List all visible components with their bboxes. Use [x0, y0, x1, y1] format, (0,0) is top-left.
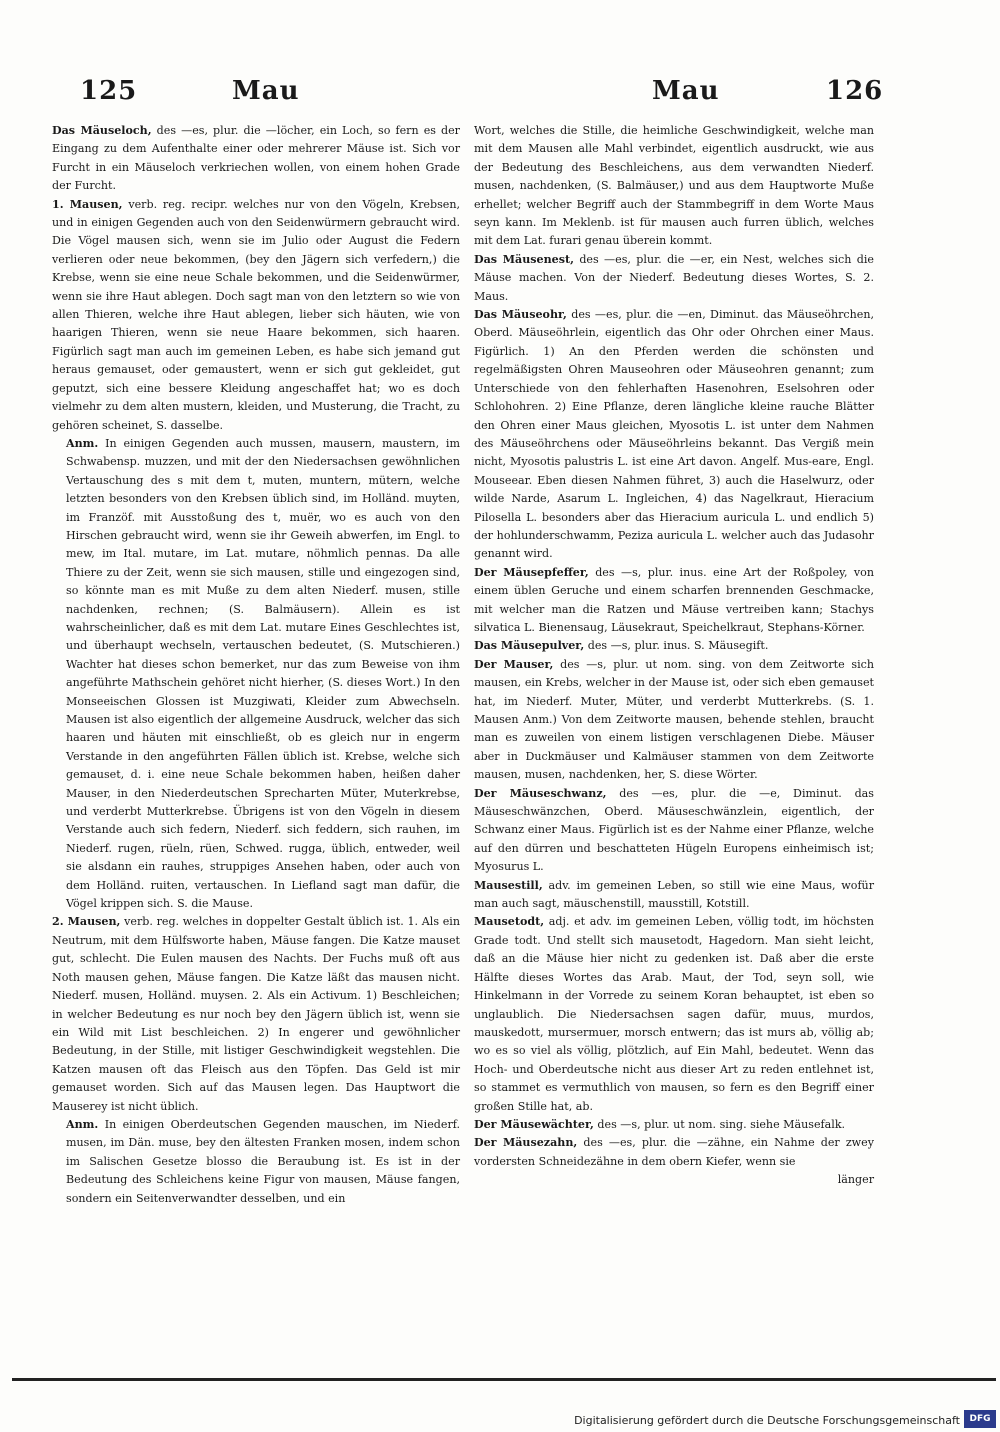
dictionary-entry	[474, 564, 874, 638]
entry-text: verb. reg. welches in doppelter Gestalt üblich ist. 1. Als ein Neutrum, mit dem Hülfsworte haben, Mäuse fangen. Die Katze mauset gut, schlecht. Die Eulen mausen des Nachts. Der Fuchs muß oft aus Noth mausen gehen, Mäuse fangen. Die Katze läßt das mausen nicht. Niederf. musen, Holländ. muysen. 2. Als ein Activum. 1) Beschleichen; in welcher Bedeutung es nur noch bey den Jägern üblich ist, wenn sie ein Wild mit List beschleichen. 2) In engerer und gewöhnlicher Bedeutung, in der Stille, mit listiger Geschwindigkeit wegstehlen. Die Katzen mausen oft das Fleisch aus den Töpfen. Das Geld ist mir gemauset worden. Sich auf das Mausen legen. Das Hauptwort die Mauserey ist nicht üblich.	[52, 915, 460, 1113]
dictionary-entry	[474, 251, 874, 306]
right-page-number: 126	[826, 76, 884, 106]
entry-text: des —es, plur. die —er, ein Nest, welches sich die Mäuse machen. Von der Niederf. Bedeutung dieses Wortes, S. 2. Maus.	[474, 252, 874, 303]
entry-text: des —s, plur. inus. eine Art der Roßpoley, von einem üblen Geruche und einem scharfen brennenden Geschmacke, mit welcher man die Ratzen und Mäuse vertreiben kann; Stachys silvatica L. Bienensaug, Läusekraut, Speichelkraut, Stephans-Körner.	[474, 565, 874, 634]
dictionary-note	[52, 1116, 460, 1208]
entry-headword: Das Mäuseloch,	[52, 124, 152, 137]
entry-text: des —es, plur. die —e, Diminut. das Mäuseschwänzchen, Oberd. Mäuseschwänzlein, eigentlich, der Schwanz einer Maus. Figürlich ist es der Nahme einer Pflanze, welche auf den dürren und beschatteten Hügeln Europens einheimisch ist; Myosurus L.	[474, 786, 874, 874]
note-label: Anm.	[66, 436, 99, 450]
entry-text: des —es, plur. die —löcher, ein Loch, so fern es der Eingang zu dem Aufenthalte einer oder mehrerer Mäuse ist. Sich vor Furcht in ein Mäuseloch verkriechen wollen, von einem hohen Grade der Furcht.	[52, 124, 460, 193]
entry-text: adv. im gemeinen Leben, so still wie eine Maus, wofür man auch sagt, mäuschenstill, mausstill, Kotstill.	[474, 878, 874, 911]
entry-headword: Mausetodt,	[474, 915, 545, 929]
dictionary-entry	[52, 913, 460, 1115]
dictionary-entry	[474, 913, 874, 1115]
entry-text: des —es, plur. die —en, Diminut. das Mäuseöhrchen, Oberd. Mäuseöhrlein, eigentlich das Ohr oder Ohrchen einer Maus. Figürlich. 1) An den Pferden werden die schönsten und regelmäßigsten Ohren Mauseohren oder Mäuseohren genannt; zum Unterschiede von den fehlerhaften Hasenohren, Eselsohren oder Schlohohren. 2) Eine Pflanze, deren längliche kleine rauche Blätter den Ohren einer Maus gleichen, Myosotis L. ist unter dem Nahmen des Mäuseöhrchens oder Mäuseöhrleins bekannt. Das Vergiß mein nicht, Myosotis palustris L. ist eine Art davon. Angelf. Mus-eare, Engl. Mouseear. Eben diesen Nahmen führet, 3) auch die Haselwurz, oder wilde Narde, Asarum L. Ingleichen, 4) das Nagelkraut, Hieracium Pilosella L. besonders aber das Hieracium auricula L. und endlich 5) der hohlunderschwamm, Peziza auricula L. welcher auch das Judasohr genannt wird.	[474, 308, 874, 561]
note-label: Anm.	[66, 1117, 99, 1131]
dictionary-entry	[474, 785, 874, 877]
entry-text: des —s, plur. ut nom. sing. siehe Mäusefalk.	[597, 1117, 846, 1131]
dictionary-note	[52, 435, 460, 914]
entry-headword: Der Mäusepfeffer,	[474, 565, 589, 579]
dictionary-entry	[474, 306, 874, 564]
entry-headword: Der Mäuseschwanz,	[474, 786, 607, 800]
dictionary-entry	[474, 1134, 874, 1171]
page-edge-rule	[12, 1378, 996, 1381]
entry-continuation	[474, 122, 874, 251]
dictionary-entry	[474, 877, 874, 914]
note-text: In einigen Oberdeutschen Gegenden mauschen, im Niederf. musen, im Dän. muse, bey den ältesten Franken mosen, indem schon im Salischen Gesetze blosso die Beraubung ist. Es ist in der Bedeutung des Schleichens keine Figur von mausen, Mäuse fangen, sondern ein Seitenverwandter desselben, und ein	[66, 1117, 460, 1205]
entry-headword: Das Mäusepulver,	[474, 639, 585, 653]
entry-headword: 1. Mausen,	[52, 197, 123, 211]
left-column	[52, 122, 460, 1208]
entry-text: des —s, plur. inus. S. Mäusegift.	[587, 639, 769, 653]
dfg-logo: DFG	[964, 1410, 996, 1428]
entry-text: adj. et adv. im gemeinen Leben, völlig todt, im höchsten Grade todt. Und stellt sich mausetodt, Hagedorn. Man sieht leicht, daß an die Mäuse hier nicht zu gedenken ist. Daß aber die erste Hälfte dieses Wortes das Arab. Maut, der Tod, seyn soll, wie Hinkelmann in der Vorrede zu seinem Koran behauptet, ist eben so unglaublich. Die Niedersachsen sagen dafür, muus, murdos, mauskedott, mursermuer, morsch entwern; das ist murs ab, völlig ab; wo es so viel als völlig, plötzlich, auf Ein Mahl, bedeutet. Wenn das Hoch- und Oberdeutsche nicht aus dieser Art zu reden entlehnet ist, so stammet es vermuthlich von mausen, so fern es den Begriff einer großen Stille hat, ab.	[474, 915, 875, 1113]
dictionary-entry	[474, 656, 874, 785]
entry-headword: Das Mäuseohr,	[474, 308, 567, 322]
dictionary-entry	[52, 122, 460, 196]
entry-headword: Der Mauser,	[474, 657, 554, 671]
entry-text: verb. reg. recipr. welches nur von den Vögeln, Krebsen, und in einigen Gegenden auch von den Seidenwürmern gebraucht wird. Die Vögel mausen sich, wenn sie im Julio oder August die Federn verlieren oder neue bekommen, (bey den Jägern sich verfedern,) die Krebse, wenn sie eine neue Schale bekommen, und die Seidenwürmer, wenn sie ihre Haut ablegen. Doch sagt man von den letztern so wie von allen Thieren, welche ihre Haut ablegen, lieber sich häuten, wie von haarigen Thieren, wenn sie neue Haare bekommen, sich haaren. Figürlich sagt man auch im gemeinen Leben, es habe sich jemand gut heraus gemauset, oder gemaustert, wenn er sich gut gekleidet, gut geputzt, sich eine bessere Kleidung angeschaffet hat; wo es doch vielmehr zu dem alten mustern, kleiden, und Musterung, die Tracht, zu gehören scheinet, S. dasselbe.	[52, 197, 460, 432]
right-catchword: Mau	[652, 76, 720, 106]
entry-headword: 2. Mausen,	[52, 915, 121, 929]
right-column	[474, 122, 874, 1190]
entry-headword: Der Mäusezahn,	[474, 1136, 578, 1150]
dictionary-entry	[474, 1116, 874, 1134]
dictionary-entry	[52, 196, 460, 435]
dictionary-entry	[474, 637, 874, 655]
entry-text: Wort, welches die Stille, die heimliche Geschwindigkeit, welche man mit dem Mausen alle Mahl verbindet, eigentlich ausdruckt, wie aus der Bedeutung des Beschleichens, aus dem verwandten Niederf. musen, nachdenken, (S. Balmäuser,) und aus dem Hauptworte Muße erhellet; welcher Begriff auch der Stammbegriff in dem Worte Maus seyn kann. Im Meklenb. ist für mausen auch furren üblich, welches mit dem Lat. furari genau überein kommt.	[474, 124, 874, 248]
catchword: länger	[837, 1173, 874, 1187]
entry-headword: Der Mäusewächter,	[474, 1117, 594, 1131]
note-text: In einigen Gegenden auch mussen, mausern, maustern, im Schwabensp. muzzen, und mit der den Niedersachsen gewöhnlichen Vertauschung des s mit dem t, muten, muntern, mütern, welche letzten besonders von den Krebsen üblich sind, im Holländ. muyten, im Franzöf. mit Ausstoßung des t, muër, wo es auch von den Hirschen gebraucht wird, wenn sie ihr Geweih abwerfen, im Engl. to mew, im Ital. mutare, im Lat. mutare, nöhmlich pennas. Da alle Thiere zu der Zeit, wenn sie sich mausen, stille und eingezogen sind, so könnte man es mit Muße zu dem alten Niederf. musen, stille nachdenken, rechnen; (S. Balmäusern). Allein es ist wahrscheinlicher, daß es mit dem Lat. mutare Eines Geschlechtes ist, und überhaupt wechseln, vertauschen bedeutet, (S. Mutschieren.) Wachter hat dieses schon bemerket, nur das zum Beweise von ihm angeführte Mathschein gehöret nicht hierher, (S. dieses Wort.) In den Monseeischen Glossen ist Muzgiwati, Kleider zum Abwechseln. Mausen ist also eigentlich der allgemeine Ausdruck, welcher das sich haaren und häuten mit einschließt, ob es gleich nur in engerm Verstande in den angeführten Fällen üblich ist. Krebse, welche sich gemauset, d. i. eine neue Schale bekommen haben, heißen daher Mauser, in den Niederdeutschen Sprecharten Müter, Muterkrebse, und verderbt Mutterkrebse. Übrigens ist von den Vögeln in diesem Verstande auch sich federn, Niederf. sich feddern, sich rauhen, im Niederf. rugen, rüeln, rüen, Schwed. rugga, üblich, entweder, weil sie alsdann ein rauhes, struppiges Ansehen haben, oder auch von dem Holländ. ruiten, vertauschen. In Liefland sagt man dafür, die Vögel krippen sich. S. die Mause.	[66, 436, 460, 911]
entry-text: des —es, plur. die —zähne, ein Nahme der zwey vordersten Schneidezähne in dem obern Kiefer, wenn sie	[474, 1136, 874, 1168]
entry-headword: Mausestill,	[474, 878, 543, 892]
digitization-credit: Digitalisierung gefördert durch die Deutsche Forschungsgemeinschaft	[574, 1414, 960, 1427]
left-page-number: 125	[80, 76, 138, 106]
left-catchword: Mau	[232, 76, 300, 106]
entry-text: des —s, plur. ut nom. sing. von dem Zeitworte sich mausen, ein Krebs, welcher in der Mause ist, oder sich eben gemauset hat, im Niederf. Muter, Müter, und verderbt Mutterkrebs. (S. 1. Mausen Anm.) Von dem Zeitworte mausen, behende stehlen, braucht man es zuweilen von einem listigen verschlagenen Diebe. Mäuser aber in Duckmäuser und Kalmäuser stammen von dem Zeitworte mausen, musen, nachdenken, her, S. diese Wörter.	[474, 657, 874, 782]
entry-headword: Das Mäusenest,	[474, 252, 574, 266]
